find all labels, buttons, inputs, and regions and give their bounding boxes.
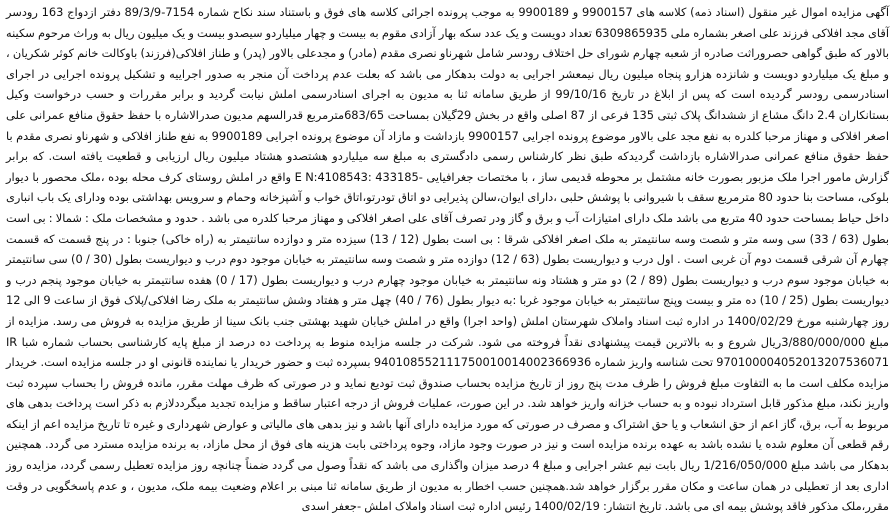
auction-notice-text: آگهی مزایده اموال غیر منقول (اسناد ذمه) کلاسه های 9900157 و 9900189 به موجب پرونده اجرائی کلاسه های فوق و باستناد سند نکاح شماره 7154-89/3/9 دفتر ازدواج 163 رودسر آقای مجد افلاکی فرزند علی اصغر بشماره ملی 6309865935 تعداد دویست و یک عدد سکه بهار آزادی مقوم به بیست و چهار میلیاردو سیصدو بیست و یک میلیون ریال به وراث مرحوم سکینه بالاور که طبق گواهی حصروراثت صادره از شعبه چهارم شورای حل اختلاف رودسر شامل شهرناو نصری مقدم (مادر) و مجدعلی بالاور (پدر) و طناز افلاکی(فرزند) باوکالت خانم کوثر شکریان ، و مبلغ یک میلیاردو دویست و شانزده هزارو پنجاه میلیون ریال نیمعشر اجرایی به دولت بدهکار می باشد که بعلت عدم پرداخت آن منجر به صدور اجراییه و تشکیل پرونده اجرایی در اجرای اسنادرسمی رودسر گردیده است که پس از ابلاغ در تاریخ 99/10/16 از طریق سامانه ثنا به مدیون به اجرای اسنادرسمی املش نیابت گردید و برابر مقررات و حسب درخواست وکیل بستانکاران 2.4 دانگ مشاع از ششدانگ پلاک ثبتی 135 فرعی از 87 اصلی واقع در بخش 29گیلان بمساحت 683/65مترمربع قدرالسهم مدیون صدرالاشاره با حفظ حقوق منافع عمرانی علی اصغر افلاکی و مهناز مرحبا کلدره به نفع مجد علی بالاور موضوع پرونده اجرایی 9900157 بازداشت و مازاد آن موضوع پرونده اجرایی 9900189 به نفع طناز افلاکی و شهرناو نصری مقدم با حفظ حقوق منافع عمرانی صدرالاشاره بازداشت گردیدکه طبق نظر کارشناس رسمی دادگستری به مبلغ سه میلیاردو هشتصدو هشتاد میلیون ریال ارزیابی و قطعیت یافته است. که برابر گزارش مامور اجرا ملک مزبور بصورت خانه مشتمل بر محوطه قدیمی ساز ، با مختصات جغرافیایی -433185 :E N:4108543 واقع در املش روستای کرف محله بوده ،ملک محصور با دیوار بلوکی، مساحت بنا حدود 80 مترمربع سقف با شیروانی با پوشش حلبی ،دارای ایوان،سالن پذیرایی دو اتاق تودرتو،اتاق خواب و آشپزخانه وحمام و سرویس بهداشتی بوده ودارای یک باب انباری داخل حیاط بمساحت حدود 40 متربع می باشد ملک دارای امتیازات آب و برق و گاز ودر تصرف آقای علی اصغر افلاکی و مهناز مرحبا کلدره می باشد . حدود و مشخصات ملک : شمالا : بی است بطول (63 / 33) سی وسه متر و شصت وسه سانتیمتر به ملک اصغر افلاکی شرقا : بی است بطول (12 / 13) سیزده متر و دوازده سانتیمتر به (راه خاکی) جنوبا : در پنج قسمت که قسمت چهارم آن شرقی قسمت دوم آن غربی است . اول درب و دیواریست بطول (63 / 12) دوازده متر و شصت وسه سانتیمتر به خیابان موجود دوم درب و دیواریست بطول (30 / 0) سی سانتیمتر به خیابان موجود سوم درب و دیواریست بطول (89 / 2) دو متر و هشتاد ونه سانتیمتر به خیابان موجود چهارم درب و دیواریست بطول (17 / 0) هفده سانتیمتر به خیابان موجود پنجم درب و دیواریست بطول (25 / 10) ده متر و بیست وپنج سانتیمتر به خیابان موجود غربا :به دیوار بطول (76 / 40) چهل متر و هفتاد وشش سانتیمتر به ملک رضا افلاکی/پلاک فوق از ساعت 9 الی 12 روز چهارشنبه مورخ 1400/02/29 در اداره ثبت اسناد واملاک شهرستان املش (واحد اجرا) واقع در املش خیابان شهید بهشتی جنب بانک سینا از طریق مزایده به فروش می رسد. مزایده از مبلغ 3/880/000/000ریال شروع و به بالاترین قیمت پیشنهادی نقداً فروخته می شود. شرکت در جلسه مزایده منوط به پرداخت ده درصد از مبلغ پایه کارشناسی بحساب شماره شبا IR 970100004052013207536071 تحت شناسه واریز شماره 940108552111750010014002366936 بسپرده ثبت و حضور خریدار یا نماینده قانونی او در جلسه مزایده است. خریدار مزایده مکلف است ما به التفاوت مبلغ فروش را ظرف مدت پنج روز از تاریخ مزایده بحساب صندوق ثبت تودیع نماید و در صورتی که ظرف مهلت مقرر، مانده فروش را بحساب سپرده ثبت واریز نکند، مبلغ مذکور قابل استرداد نبوده و به حساب خزانه واریز خواهد شد. در این صورت، عملیات فروش از درجه اعتبار ساقط و مزایده تجدید میگرددلازم به ذکر است پرداخت بدهی های مربوط به آب، برق، گاز اعم از حق انشعاب و یا حق اشتراک و مصرف در صورتی که مورد مزایده دارای آنها باشد و نیز بدهی های مالیاتی و عوارض شهرداری و غیره تا تاریخ مزایده اعم از اینکه رقم قطعی آن معلوم شده یا نشده باشد به عهده برنده مزایده است و نیز در صورت وجود مازاد، وجوه پرداختی بابت هزینه های فوق از محل مازاد، به برنده مزایده مسترد می گردد. همچنین بدهکار می باشد مبلغ 1/216/050/000 ریال بابت نیم عشر اجرایی و مبلغ 4 درصد میزان واگذاری می باشد که نقداً وصول می گردد ضمناً چنانچه روز مزایده تعطیل رسمی گردد، مزایده روز اداری بعد از تعطیلی در همان ساعت و مکان مقرر برگزار خواهد شد.همچنین حسب اخطار به مدیون از طریق سامانه ثنا مبنی بر اعلام وضعیت بیمه ملک، مدیون ، و عدم پاسخگویی در وقت مقرر،ملک مذکور فاقد پوشش بیمه ای می باشد. تاریخ انتشار: 1400/02/19 رئیس اداره ثبت اسناد واملاک املش -جعفر اسدی [6, 5, 890, 514]
